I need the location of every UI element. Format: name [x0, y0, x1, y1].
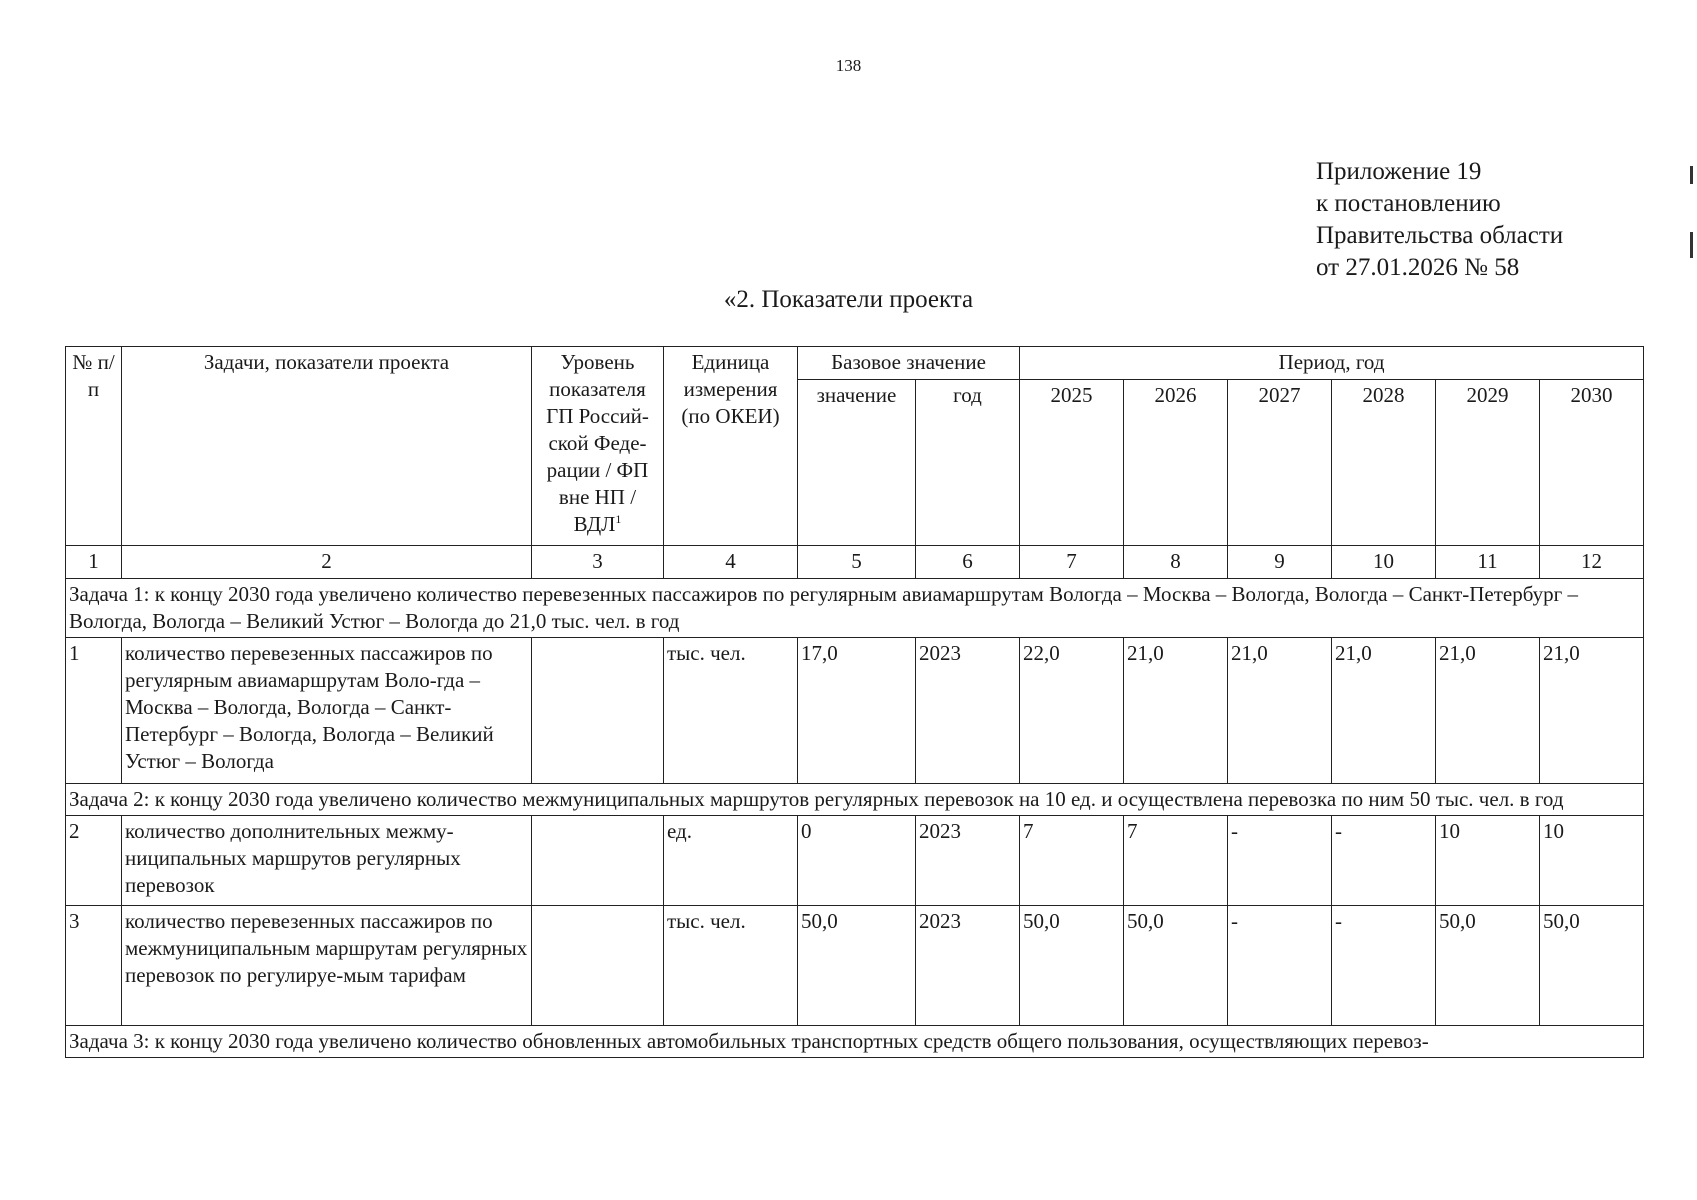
year-value: 50,0: [1124, 906, 1228, 1026]
column-number: 12: [1540, 546, 1644, 579]
header-period: Период, год: [1020, 347, 1644, 380]
table-row: [66, 816, 1644, 906]
column-number: 4: [664, 546, 798, 579]
column-number: 10: [1332, 546, 1436, 579]
year-value: -: [1228, 906, 1332, 1026]
indicator-unit: тыс. чел.: [664, 638, 798, 784]
column-number: 1: [66, 546, 122, 579]
header-base: Базовое значение: [798, 347, 1020, 380]
year-value: 7: [1020, 816, 1124, 906]
header-base-year: год: [916, 380, 1020, 546]
base-value: 50,0: [798, 906, 916, 1026]
header-level: [532, 347, 664, 546]
column-numbers-row: [66, 546, 1644, 579]
column-number: 9: [1228, 546, 1332, 579]
column-number: 6: [916, 546, 1020, 579]
indicators-table: [65, 346, 1644, 1058]
base-year: 2023: [916, 906, 1020, 1026]
appendix-line-4: от 27.01.2026 № 58: [1316, 254, 1520, 281]
year-value: 50,0: [1540, 906, 1644, 1026]
base-value: 0: [798, 816, 916, 906]
header-tasks: Задачи, показатели проекта: [122, 347, 532, 546]
header-year: 2027: [1228, 380, 1332, 546]
column-number: 3: [532, 546, 664, 579]
column-number: 5: [798, 546, 916, 579]
year-value: -: [1228, 816, 1332, 906]
year-value: 50,0: [1436, 906, 1540, 1026]
base-year: 2023: [916, 638, 1020, 784]
scan-edge-mark: [1690, 232, 1693, 258]
indicator-name: количество перевезенных пассажиров по регулярным авиамаршрутам Воло-гда – Москва – Вологда, Вологда – Санкт-Петербург – Вологда, Вологда – Великий Устюг – Вологда: [122, 638, 532, 784]
year-value: 21,0: [1124, 638, 1228, 784]
table-row: [66, 638, 1644, 784]
row-number: 3: [66, 906, 122, 1026]
header-base-value: значение: [798, 380, 916, 546]
header-unit: Единица измерения (по ОКЕИ): [664, 347, 798, 546]
year-value: 22,0: [1020, 638, 1124, 784]
base-year: 2023: [916, 816, 1020, 906]
scan-edge-mark: [1690, 166, 1693, 184]
header-level-text: Уровень показателя ГП Россий-ской Феде-рации / ФП вне НП / ВДЛ: [546, 350, 649, 536]
task-1: Задача 1: к концу 2030 года увеличено количество перевезенных пассажиров по регулярным авиамаршрутам Вологда – Москва – Вологда, Вологда – Санкт-Петербург – Вологда, Вологда – Великий Устюг – Вологда до 21,0 тыс. чел. в год: [66, 579, 1644, 638]
year-value: -: [1332, 906, 1436, 1026]
indicator-unit: ед.: [664, 816, 798, 906]
header-year: 2028: [1332, 380, 1436, 546]
year-value: 10: [1436, 816, 1540, 906]
header-level-footnote: 1: [615, 512, 622, 526]
column-number: 8: [1124, 546, 1228, 579]
appendix-block: [1316, 156, 1676, 284]
task-2: Задача 2: к концу 2030 года увеличено количество межмуниципальных маршрутов регулярных перевозок на 10 ед. и осуществлена перевозка по ним 50 тыс. чел. в год: [66, 784, 1644, 816]
task-3: Задача 3: к концу 2030 года увеличено количество обновленных автомобильных транспортных средств общего пользования, осуществляющих перевоз-: [66, 1026, 1644, 1058]
indicator-name: количество дополнительных межму-ниципальных маршрутов регулярных перевозок: [122, 816, 532, 906]
column-number: 2: [122, 546, 532, 579]
base-value: 17,0: [798, 638, 916, 784]
year-value: 7: [1124, 816, 1228, 906]
indicator-level: [532, 638, 664, 784]
year-value: 21,0: [1540, 638, 1644, 784]
appendix-line-1: Приложение 19: [1316, 158, 1482, 185]
table-row: [66, 906, 1644, 1026]
header-year: 2030: [1540, 380, 1644, 546]
row-number: 1: [66, 638, 122, 784]
appendix-line-3: Правительства области: [1316, 222, 1564, 249]
year-value: 21,0: [1228, 638, 1332, 784]
year-value: 10: [1540, 816, 1644, 906]
column-number: 11: [1436, 546, 1540, 579]
appendix-line-2: к постановлению: [1316, 190, 1501, 217]
header-year: 2029: [1436, 380, 1540, 546]
indicator-name: количество перевезенных пассажиров по межмуниципальным маршрутам регулярных перевозок по регулируе-мым тарифам: [122, 906, 532, 1026]
indicator-unit: тыс. чел.: [664, 906, 798, 1026]
document-title: «2. Показатели проекта: [723, 286, 974, 313]
row-number: 2: [66, 816, 122, 906]
year-value: 21,0: [1436, 638, 1540, 784]
page-number: 138: [835, 56, 862, 75]
header-year: 2026: [1124, 380, 1228, 546]
year-value: 50,0: [1020, 906, 1124, 1026]
indicator-level: [532, 816, 664, 906]
indicator-level: [532, 906, 664, 1026]
year-value: -: [1332, 816, 1436, 906]
year-value: 21,0: [1332, 638, 1436, 784]
column-number: 7: [1020, 546, 1124, 579]
header-num: № п/п: [66, 347, 122, 546]
header-year: 2025: [1020, 380, 1124, 546]
